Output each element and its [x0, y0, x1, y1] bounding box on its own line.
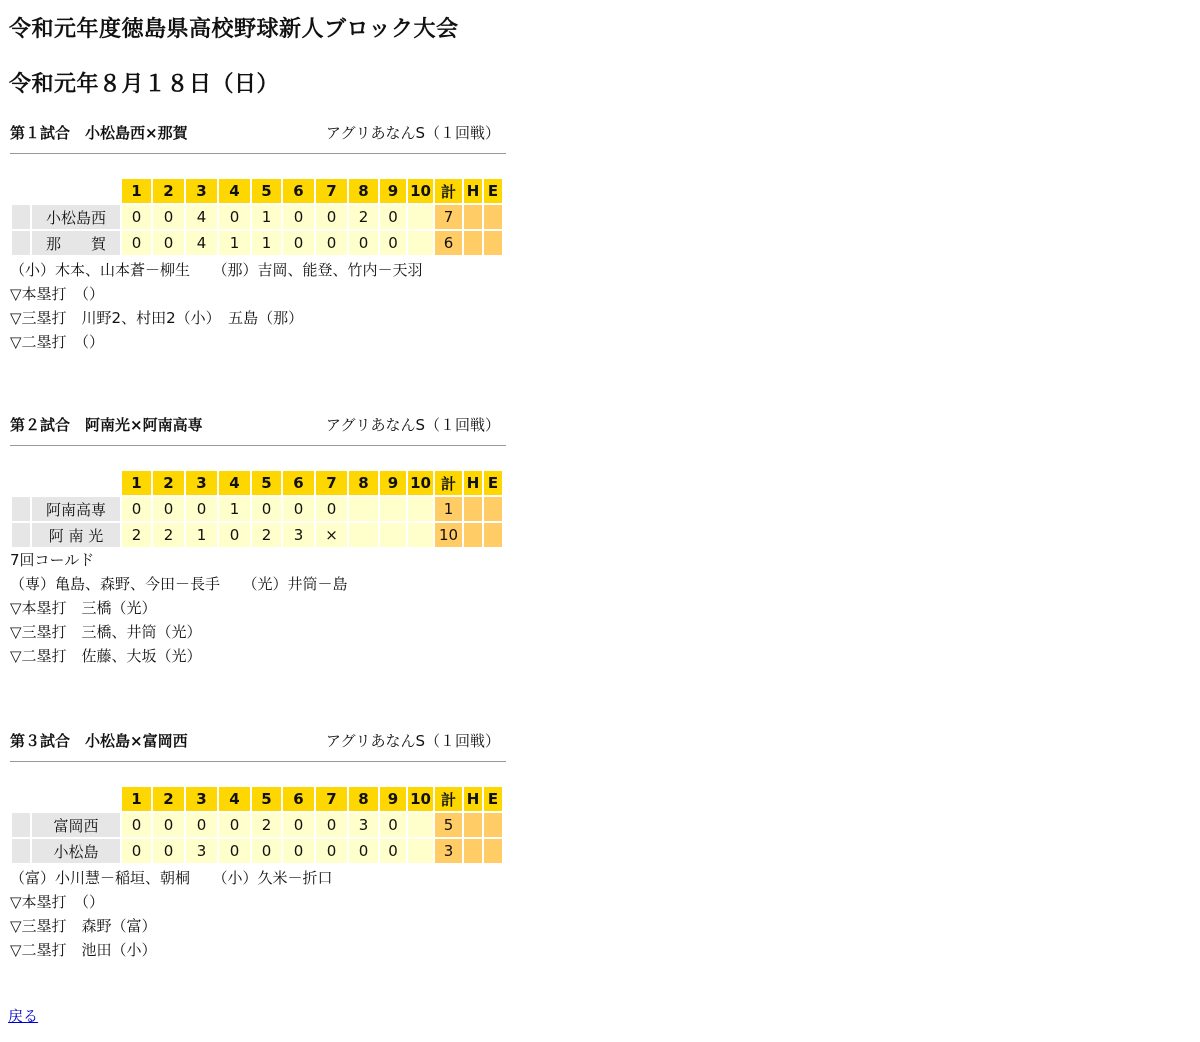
inning-score: 3 — [186, 839, 217, 863]
row-marker — [12, 205, 30, 229]
inning-score — [408, 231, 433, 255]
team-row — [12, 497, 502, 521]
note-line: ▽本塁打 （） — [10, 893, 105, 911]
errors-header: E — [484, 787, 502, 811]
inning-score: 3 — [283, 523, 314, 547]
total-score: 5 — [435, 813, 462, 837]
note-line: （富）小川慧－稲垣、朝桐 （小）久米－折口 — [10, 869, 333, 887]
game-header — [10, 122, 506, 150]
inning-score — [408, 813, 433, 837]
inning-header: 3 — [186, 471, 217, 495]
inning-score: 0 — [219, 813, 250, 837]
team-name: 小松島西 — [32, 205, 120, 229]
note-line: ▽二塁打 池田（小） — [10, 941, 157, 959]
inning-score: 0 — [283, 231, 314, 255]
inning-score: 0 — [153, 839, 184, 863]
game-section — [10, 730, 506, 861]
team-name: 小松島 — [32, 839, 120, 863]
inning-score: 0 — [252, 497, 281, 521]
note-line: （小）木本、山本蒼－柳生 （那）吉岡、能登、竹内－天羽 — [10, 261, 423, 279]
divider — [10, 153, 506, 154]
page-date: 令和元年８月１８日（日） — [9, 72, 280, 97]
inning-score: 0 — [219, 839, 250, 863]
hits-value — [464, 497, 482, 521]
inning-score: 4 — [186, 231, 217, 255]
inning-header: 4 — [219, 179, 250, 203]
inning-score: 0 — [283, 813, 314, 837]
errors-value — [484, 205, 502, 229]
inning-header: 7 — [316, 471, 347, 495]
errors-value — [484, 231, 502, 255]
note-line: ▽二塁打 （） — [10, 333, 105, 351]
inning-score — [408, 497, 433, 521]
inning-score: 2 — [122, 523, 151, 547]
inning-score: 1 — [252, 205, 281, 229]
page-title: 令和元年度徳島県高校野球新人ブロック大会 — [9, 17, 459, 42]
scoreboard-table — [10, 469, 504, 549]
inning-header: 10 — [408, 471, 433, 495]
inning-header: 10 — [408, 179, 433, 203]
inning-score — [380, 497, 406, 521]
errors-value — [484, 523, 502, 547]
scoreboard-table — [10, 785, 504, 865]
inning-score: 1 — [186, 523, 217, 547]
game-title: 第２試合 阿南光×阿南高専 — [10, 416, 203, 434]
inning-header: 1 — [122, 471, 151, 495]
inning-header: 9 — [380, 179, 406, 203]
divider — [10, 445, 506, 446]
inning-score: 0 — [316, 839, 347, 863]
inning-header: 4 — [219, 471, 250, 495]
inning-header: 3 — [186, 787, 217, 811]
inning-header: 9 — [380, 787, 406, 811]
inning-score: 0 — [380, 813, 406, 837]
team-name: 富岡西 — [32, 813, 120, 837]
note-line: ▽三塁打 森野（富） — [10, 917, 157, 935]
inning-header: 8 — [349, 787, 378, 811]
team-row — [12, 205, 502, 229]
total-header: 計 — [435, 787, 462, 811]
team-row — [12, 523, 502, 547]
scoreboard-header-row — [12, 787, 502, 811]
inning-score: 1 — [219, 497, 250, 521]
inning-header: 3 — [186, 179, 217, 203]
errors-header: E — [484, 471, 502, 495]
inning-score: 0 — [316, 813, 347, 837]
inning-score: 0 — [316, 231, 347, 255]
inning-score: 0 — [219, 205, 250, 229]
inning-header: 10 — [408, 787, 433, 811]
hits-value — [464, 523, 482, 547]
inning-score — [408, 205, 433, 229]
inning-score: 0 — [380, 839, 406, 863]
header-spacer — [32, 471, 120, 495]
inning-header: 6 — [283, 787, 314, 811]
hits-value — [464, 839, 482, 863]
inning-score — [349, 523, 378, 547]
inning-score: 2 — [252, 523, 281, 547]
total-score: 3 — [435, 839, 462, 863]
inning-header: 8 — [349, 471, 378, 495]
team-name: 阿南高専 — [32, 497, 120, 521]
inning-score: 0 — [316, 497, 347, 521]
inning-header: 1 — [122, 787, 151, 811]
row-marker — [12, 839, 30, 863]
inning-score: 0 — [316, 205, 347, 229]
inning-score: 0 — [153, 231, 184, 255]
inning-header: 7 — [316, 787, 347, 811]
inning-score: 1 — [219, 231, 250, 255]
inning-score: 0 — [186, 813, 217, 837]
inning-header: 4 — [219, 787, 250, 811]
inning-score: 0 — [153, 497, 184, 521]
hits-value — [464, 813, 482, 837]
hits-header: H — [464, 787, 482, 811]
inning-score: 0 — [122, 231, 151, 255]
hits-header: H — [464, 471, 482, 495]
game-header — [10, 414, 506, 442]
total-header: 計 — [435, 179, 462, 203]
game-section — [10, 122, 506, 253]
inning-header: 5 — [252, 471, 281, 495]
game-title: 第３試合 小松島×富岡西 — [10, 732, 188, 750]
divider — [10, 761, 506, 762]
inning-score: 0 — [122, 813, 151, 837]
inning-score: 0 — [186, 497, 217, 521]
game-header — [10, 730, 506, 758]
inning-header: 2 — [153, 471, 184, 495]
row-marker — [12, 231, 30, 255]
inning-score: 0 — [122, 497, 151, 521]
inning-score: 0 — [153, 813, 184, 837]
header-spacer — [32, 179, 120, 203]
errors-header: E — [484, 179, 502, 203]
note-line: ▽二塁打 佐藤、大坂（光） — [10, 647, 202, 665]
hits-header: H — [464, 179, 482, 203]
note-line: ▽三塁打 川野2、村田2（小） 五島（那） — [10, 309, 304, 327]
inning-score — [408, 839, 433, 863]
note-line: 7回コールド — [10, 551, 95, 569]
total-score: 7 — [435, 205, 462, 229]
total-score: 10 — [435, 523, 462, 547]
game-notes — [10, 258, 423, 354]
note-line: ▽本塁打 三橋（光） — [10, 599, 157, 617]
header-spacer — [12, 787, 30, 811]
note-line: （専）亀島、森野、今田－長手 （光）井筒－島 — [10, 575, 348, 593]
inning-score: 0 — [122, 839, 151, 863]
inning-header: 6 — [283, 179, 314, 203]
team-name: 阿 南 光 — [32, 523, 120, 547]
row-marker — [12, 813, 30, 837]
inning-header: 2 — [153, 179, 184, 203]
inning-score — [408, 523, 433, 547]
team-row — [12, 813, 502, 837]
inning-score: 2 — [252, 813, 281, 837]
back-link[interactable]: 戻る — [8, 1007, 39, 1025]
inning-score: 2 — [349, 205, 378, 229]
inning-score: 0 — [283, 205, 314, 229]
row-marker — [12, 523, 30, 547]
scoreboard-header-row — [12, 179, 502, 203]
inning-score — [380, 523, 406, 547]
inning-header: 7 — [316, 179, 347, 203]
total-header: 計 — [435, 471, 462, 495]
hits-value — [464, 231, 482, 255]
inning-score: 0 — [219, 523, 250, 547]
inning-score — [349, 497, 378, 521]
inning-header: 2 — [153, 787, 184, 811]
errors-value — [484, 497, 502, 521]
inning-header: 1 — [122, 179, 151, 203]
inning-score: 3 — [349, 813, 378, 837]
team-row — [12, 839, 502, 863]
game-venue: アグリあなんS（１回戦） — [325, 124, 500, 142]
inning-header: 9 — [380, 471, 406, 495]
inning-header: 5 — [252, 179, 281, 203]
inning-score: 2 — [153, 523, 184, 547]
inning-score: 0 — [122, 205, 151, 229]
inning-score: 0 — [349, 839, 378, 863]
team-name: 那 賀 — [32, 231, 120, 255]
total-score: 1 — [435, 497, 462, 521]
inning-score: 0 — [153, 205, 184, 229]
inning-score: 0 — [380, 205, 406, 229]
inning-header: 6 — [283, 471, 314, 495]
header-spacer — [32, 787, 120, 811]
game-venue: アグリあなんS（１回戦） — [325, 416, 500, 434]
scoreboard-table — [10, 177, 504, 257]
inning-score: × — [316, 523, 347, 547]
header-spacer — [12, 471, 30, 495]
errors-value — [484, 813, 502, 837]
game-notes — [10, 866, 333, 962]
inning-score: 0 — [252, 839, 281, 863]
inning-score: 0 — [380, 231, 406, 255]
inning-header: 8 — [349, 179, 378, 203]
header-spacer — [12, 179, 30, 203]
inning-header: 5 — [252, 787, 281, 811]
row-marker — [12, 497, 30, 521]
hits-value — [464, 205, 482, 229]
game-title: 第１試合 小松島西×那賀 — [10, 124, 188, 142]
inning-score: 0 — [283, 839, 314, 863]
game-notes — [10, 548, 348, 668]
game-section — [10, 414, 506, 545]
scoreboard-header-row — [12, 471, 502, 495]
note-line: ▽本塁打 （） — [10, 285, 105, 303]
team-row — [12, 231, 502, 255]
errors-value — [484, 839, 502, 863]
game-venue: アグリあなんS（１回戦） — [325, 732, 500, 750]
note-line: ▽三塁打 三橋、井筒（光） — [10, 623, 202, 641]
inning-score: 1 — [252, 231, 281, 255]
total-score: 6 — [435, 231, 462, 255]
inning-score: 0 — [283, 497, 314, 521]
inning-score: 0 — [349, 231, 378, 255]
inning-score: 4 — [186, 205, 217, 229]
